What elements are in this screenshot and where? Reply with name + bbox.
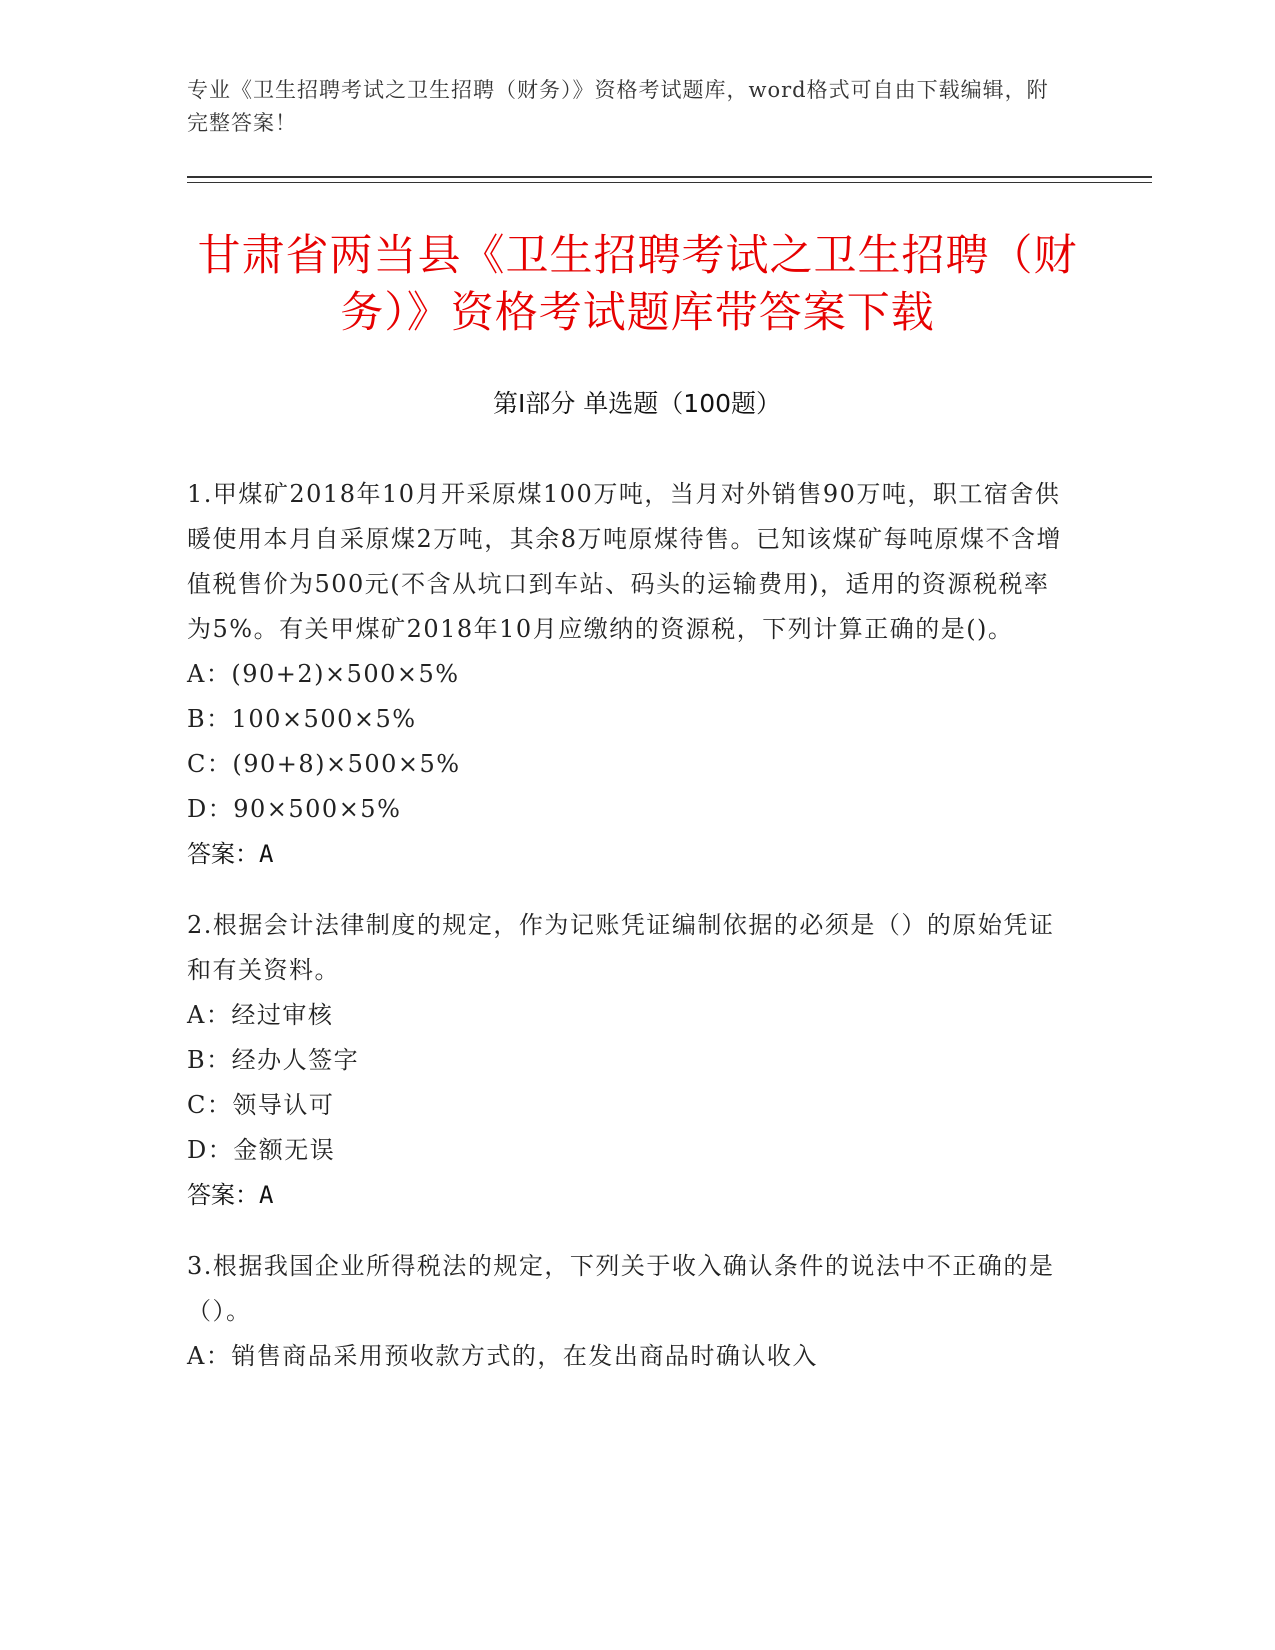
question-stem: 1.甲煤矿2018年10月开采原煤100万吨，当月对外销售90万吨，职工宿舍供暖使用本月自采原煤2万吨，其余8万吨原煤待售。已知该煤矿每吨原煤不含增值税售价为500元(不含从坑口到车站、码头的运输费用)，适用的资源税税率为5%。有关甲煤矿2018年10月应缴纳的资源税，下列计算正确的是()。 (187, 480, 1063, 643)
header-note: 专业《卫生招聘考试之卫生招聘（财务）》资格考试题库，word格式可自由下载编辑，附完整答案！ (187, 78, 1049, 135)
option-b: B：100×500×5% (187, 705, 417, 733)
option-a: A：(90+2)×500×5% (187, 660, 460, 688)
option-d: D：90×500×5% (187, 795, 402, 823)
answer-value: A (259, 840, 274, 868)
question-3 (187, 1244, 1067, 1379)
question-2 (187, 903, 1067, 1218)
option-a: A：销售商品采用预收款方式的，在发出商品时确认收入 (187, 1342, 818, 1370)
answer-line (187, 1173, 1067, 1218)
document-title: 甘肃省两当县《卫生招聘考试之卫生招聘（财务）》资格考试题库带答案下载 (197, 231, 1078, 338)
question-list (187, 472, 1067, 1405)
header-divider-thin (187, 182, 1152, 183)
option-a: A：经过审核 (187, 1001, 334, 1029)
header-divider (187, 176, 1152, 178)
answer-label: 答案： (187, 840, 259, 868)
option-b: B：经办人签字 (187, 1046, 360, 1074)
answer-line (187, 832, 1067, 877)
option-c: C：领导认可 (187, 1091, 335, 1119)
section-heading: 第Ⅰ部分 单选题（100题） (492, 389, 782, 418)
question-stem: 3.根据我国企业所得税法的规定，下列关于收入确认条件的说法中不正确的是（）。 (187, 1252, 1055, 1325)
question-1 (187, 472, 1067, 877)
answer-label: 答案： (187, 1181, 259, 1209)
question-stem: 2.根据会计法律制度的规定，作为记账凭证编制依据的必须是（）的原始凭证和有关资料。 (187, 911, 1055, 984)
option-c: C：(90+8)×500×5% (187, 750, 461, 778)
answer-value: A (259, 1181, 274, 1209)
option-d: D：金额无误 (187, 1136, 336, 1164)
